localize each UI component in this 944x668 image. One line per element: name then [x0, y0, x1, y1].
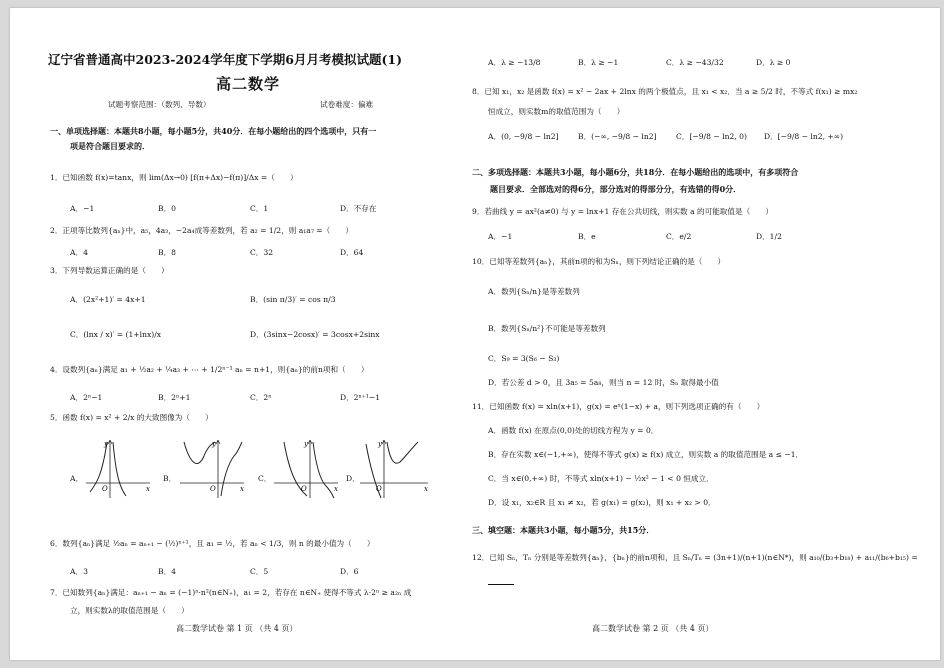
q7-option-b: B．λ ≥ −1 — [578, 58, 619, 67]
q4-option-d: D．2ⁿ⁺¹−1 — [340, 393, 381, 402]
question-8: 8．已知 x₁，x₂ 是函数 f(x) = x² − 2ax + 2lnx 的两个极值点，且 x₁ < x₂．当 a ≥ 5/2 时，不等式 f(x₁) ≥ mx₂ — [472, 87, 858, 96]
q3-option-c: C．(lnx / x)′ = (1+lnx)/x — [70, 330, 162, 339]
q12-answer-blank — [488, 578, 514, 587]
exam-sheet — [10, 8, 940, 660]
section1-header-cont: 项是符合题目要求的． — [70, 141, 150, 151]
q5-graph-b — [176, 436, 248, 500]
q5-option-d: D． — [346, 474, 360, 483]
q4-option-b: B．2ⁿ+1 — [158, 393, 191, 402]
q1-option-c: C．1 — [250, 204, 269, 213]
question-5: 5．函数 f(x) = x² + 2/x 的大致图像为（ ） — [50, 413, 213, 422]
section1-header: 一、单项选择题：本题共8小题，每小题5分，共40分．在每小题给出的四个选项中，只有一 — [50, 126, 377, 136]
q1-option-a: A．−1 — [70, 204, 95, 213]
question-7: 7．已知数列{aₙ}满足：aₙ₊₁ − aₙ = (−1)ⁿ·n²(n∈N₊)，a₁ = 2，若存在 n∈N₊ 使得不等式 λ·2ⁿ ≥ a₂ₙ 成 — [50, 588, 412, 597]
section3-header: 三、填空题：本题共3小题，每小题5分，共15分． — [472, 525, 655, 535]
question-12: 12．已知 Sₙ，Tₙ 分别是等差数列{aₙ}，{bₙ}的前n项和，且 Sₙ/Tₙ = (3n+1)/(n+1)(n∈N*)，则 a₁₀/(b₃+b₁₈) + a₁₁/(b₆+b₁₅) = — [472, 553, 918, 562]
question-1: 1．已知函数 f(x)=tanx，则 lim(Δx→0) [f(π+Δx)−f(π)]/Δx =（ ） — [50, 173, 298, 182]
q8-option-a: A．(0, −9/8 − ln2] — [488, 132, 559, 141]
q1-option-b: B．0 — [158, 204, 177, 213]
svg-text:x: x — [424, 485, 428, 493]
q10-option-b: B．数列{Sₙ/n²}不可能是等差数列 — [488, 324, 606, 333]
q10-option-a: A．数列{Sₙ/n}是等差数列 — [488, 287, 580, 296]
q1-option-d: D．不存在 — [340, 204, 377, 213]
question-6: 6．数列{aₙ}满足 ½aₙ = aₙ₊₁ − (½)ⁿ⁺¹，且 a₁ = ½，若 aₙ < 1/3，则 n 的最小值为（ ） — [50, 539, 375, 548]
svg-text:y: y — [304, 440, 308, 448]
svg-text:y: y — [378, 440, 382, 448]
page-2-footer: 高二数学试卷 第 2 页 （共 4 页） — [592, 624, 714, 633]
q10-option-d: D．若公差 d > 0，且 3a₅ = 5a₈，则当 n = 12 时，Sₙ 取得最小值 — [488, 378, 719, 387]
q2-option-a: A．4 — [70, 248, 88, 257]
q7-option-c: C．λ ≥ −43/32 — [666, 58, 724, 67]
q6-option-a: A．3 — [70, 567, 88, 576]
q5-option-c: C． — [258, 474, 272, 483]
question-11: 11．已知函数 f(x) = xln(x+1)，g(x) = eˣ(1−x) + a，则下列选项正确的有（ ） — [472, 402, 765, 411]
q7-option-d: D．λ ≥ 0 — [756, 58, 791, 67]
q2-option-d: D．64 — [340, 248, 364, 257]
question-10: 10．已知等差数列{aₙ}，其前n项的和为Sₙ，则下列结论正确的是（ ） — [472, 257, 726, 266]
svg-text:y: y — [212, 440, 216, 448]
q3-option-b: B．(sin π/3)′ = cos π/3 — [250, 295, 336, 304]
q7-option-a: A．λ ≥ −13/8 — [488, 58, 541, 67]
exam-title: 辽宁省普通高中2023-2024学年度下学期6月月考模拟试题(1) — [48, 52, 402, 67]
q4-option-a: A．2ⁿ−1 — [70, 393, 103, 402]
svg-text:O: O — [210, 485, 216, 493]
q5-graph-d — [356, 436, 432, 500]
q6-option-b: B．4 — [158, 567, 177, 576]
svg-text:O: O — [301, 485, 307, 493]
q6-option-c: C．5 — [250, 567, 269, 576]
svg-text:x: x — [146, 485, 150, 493]
q10-option-c: C．S₉ = 3(S₆ − S₃) — [488, 354, 560, 363]
question-7-cont: 立，则实数λ的取值范围是（ ） — [70, 606, 189, 615]
q9-option-d: D．1/2 — [756, 232, 782, 241]
q11-option-a: A．函数 f(x) 在原点(0,0)处的切线方程为 y = 0． — [488, 426, 659, 435]
q8-option-b: B．(−∞, −9/8 − ln2] — [578, 132, 657, 141]
q8-option-c: C．[−9/8 − ln2, 0) — [676, 132, 747, 141]
question-4: 4．设数列{aₙ}满足 a₁ + ½a₂ + ¼a₃ + ⋯ + 1/2ⁿ⁻¹ aₙ = n+1，则{aₙ}的前n项和（ ） — [50, 365, 369, 374]
svg-text:O: O — [376, 485, 382, 493]
q8-option-d: D．[−9/8 − ln2, +∞) — [764, 132, 844, 141]
exam-difficulty: 试卷难度：偏难 — [320, 100, 374, 109]
question-2: 2．正项等比数列{aₙ}中，a₅，4a₃，−2a₄成等差数列，若 a₂ = 1/2，则 a₁a₇ =（ ） — [50, 226, 354, 235]
exam-scope: 试题考察范围：（数列、导数） — [108, 100, 211, 109]
q11-option-d: D．设 x₁，x₂∈R 且 x₁ ≠ x₂，若 g(x₁) = g(x₂)，则 x₁ + x₂ > 0． — [488, 498, 716, 507]
page-1-footer: 高二数学试卷 第 1 页 （共 4 页） — [176, 624, 298, 633]
svg-text:x: x — [334, 485, 338, 493]
section2-header-cont: 题目要求．全部选对的得6分，部分选对的得部分分，有选错的得0分． — [490, 184, 742, 194]
question-3: 3．下列导数运算正确的是（ ） — [50, 266, 169, 275]
q2-option-c: C．32 — [250, 248, 274, 257]
section2-header: 二、多项选择题：本题共3小题，每小题6分，共18分．在每小题给出的选项中，有多项符合 — [472, 167, 799, 177]
q11-option-c: C．当 x∈(0,+∞) 时，不等式 xln(x+1) − ½x² − 1 < 0 恒成立． — [488, 474, 714, 483]
q5-graph-c — [270, 436, 342, 500]
svg-text:y: y — [104, 440, 108, 448]
q9-option-a: A．−1 — [488, 232, 513, 241]
svg-text:O: O — [102, 485, 108, 493]
q2-option-b: B．8 — [158, 248, 177, 257]
q5-graph-a — [82, 436, 154, 500]
q5-option-b: B． — [163, 474, 177, 483]
subject-title: 高二数学 — [216, 75, 281, 93]
q3-option-a: A．(2x²+1)′ = 4x+1 — [70, 295, 146, 304]
q5-option-a: A． — [70, 474, 84, 483]
q9-option-b: B．e — [578, 232, 596, 241]
q6-option-d: D．6 — [340, 567, 359, 576]
svg-text:x: x — [240, 485, 244, 493]
q9-option-c: C．e/2 — [666, 232, 692, 241]
q3-option-d: D．(3sinx−2cosx)′ = 3cosx+2sinx — [250, 330, 380, 339]
question-9: 9．若曲线 y = ax²(a≠0) 与 y = lnx+1 存在公共切线，则实数 a 的可能取值是（ ） — [472, 207, 773, 216]
question-8-cont: 恒成立，则实数m的取值范围为（ ） — [488, 107, 625, 116]
q11-option-b: B．存在实数 x∈(−1,+∞)，使得不等式 g(x) ≥ f(x) 成立，则实数 a 的取值范围是 a ≤ −1． — [488, 450, 804, 459]
q4-option-c: C．2ⁿ — [250, 393, 272, 402]
